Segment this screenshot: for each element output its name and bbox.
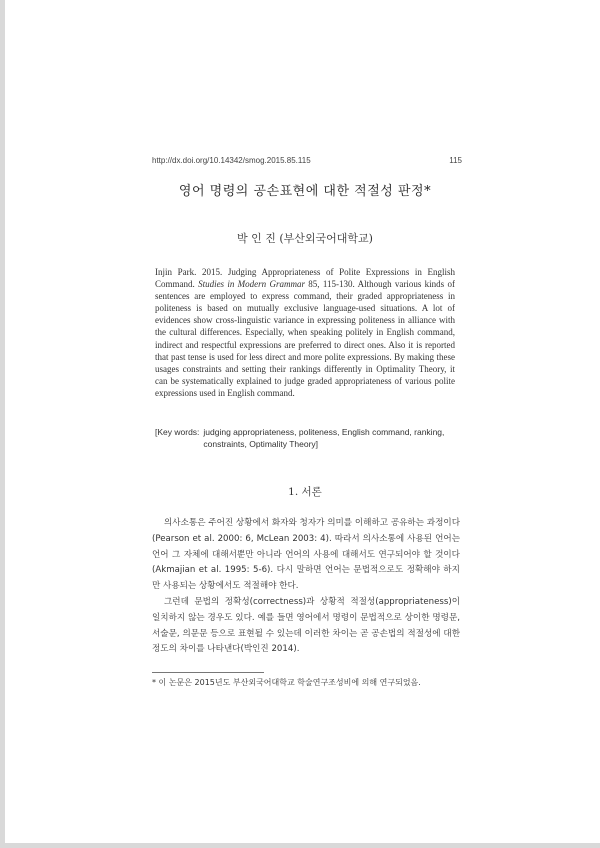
- keywords-text: judging appropriateness, politeness, English command, ranking, constraints, Optimality Theory]: [203, 427, 445, 449]
- paper-title: 영어 명령의 공손표현에 대한 적절성 판정*: [178, 184, 432, 199]
- body-text: [152, 516, 460, 658]
- abstract-lead: Injin Park. 2015. Judging Appropriateness of Polite Expressions in English Command.: [155, 267, 455, 290]
- body-paragraph: 의사소통은 주어진 상황에서 화자와 청자가 의미를 이해하고 공유하는 과정이다(Pearson et al. 2000: 6, McLean 2003: 4). 따라서 의사소통에 사용된 언어는 언어 그 자체에 대해서뿐만 아니라 언어의 사용에 대해서도 연구되어야 할 것이다(Akmajian et al. 1995: 5-6). 다시 말하면 언어는 문법적으로도 정확해야 하지만 사용되는 상황에서도 적절해야 한다.: [152, 518, 460, 592]
- author-affiliation: 박 인 진 (부산외국어대학교): [237, 232, 373, 245]
- doi-link[interactable]: http://dx.doi.org/10.14342/smog.2015.85.115: [152, 156, 311, 165]
- page-number: 115: [449, 156, 462, 165]
- abstract: [155, 266, 455, 399]
- body-paragraph: 그런데 문법의 정확성(correctness)과 상황적 적절성(appropriateness)이 일치하지 않는 경우도 있다. 예를 들면 영어에서 명령이 문법적으로 상이한 명령문, 서술문, 의문문 등으로 표현될 수 있는데 이러한 차이는 곧 공손법의 적절성에 대한 정도의 차이를 나타낸다(박인진 2014).: [152, 596, 460, 655]
- keywords-label: [Key words:: [155, 427, 200, 437]
- footnote-divider: [152, 672, 264, 673]
- keywords: [155, 426, 455, 450]
- section-heading: 1. 서론: [288, 486, 322, 498]
- journal-name: Studies in Modern Grammar: [198, 279, 305, 290]
- abstract-body: 85, 115-130. Although various kinds of sentences are employed to express command, their graded appropriateness in politeness is based on mutually exclusive language-used situations. A lot of evidences show cross-linguistic variance in expressing politeness in alliance with the cultural differences. Especially, when speaking politely in English command, indirect and respectful expressions are preferred to direct ones. Also it is reported that past tense is used for less direct and more polite expressions. By making these usages constraints and setting their rankings differently in Optimality Theory, it can be systematically explained to judge graded appropriateness of various polite expressions used in English command.: [155, 279, 455, 398]
- footnote: * 이 논문은 2015년도 부산외국어대학교 학술연구조성비에 의해 연구되었음.: [152, 678, 421, 687]
